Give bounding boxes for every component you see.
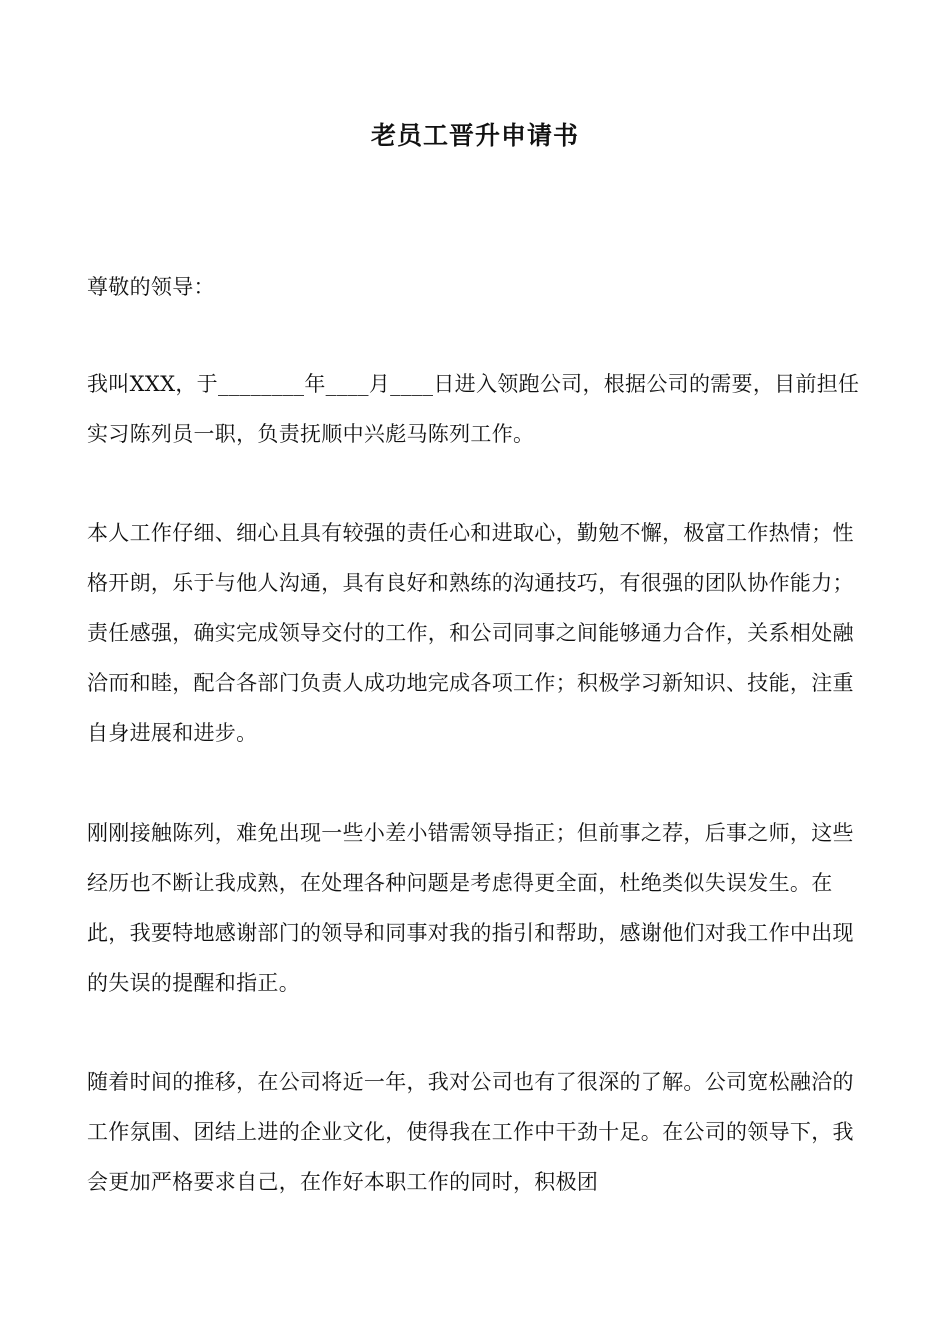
paragraph-3: 刚刚接触陈列，难免出现一些小差小错需领导指正；但前事之荐，后事之师，这些经历也不断让我成熟，在处理各种问题是考虑得更全面，杜绝类似失误发生。在此，我要特地感谢部门的领导和同事对我的指引和帮助，感谢他们对我工作中出现的失误的提醒和指正。 [87, 821, 854, 995]
greeting: 尊敬的领导： [87, 275, 215, 299]
paragraph-2: 本人工作仔细、细心且具有较强的责任心和进取心，勤勉不懈，极富工作热情；性格开朗，乐于与他人沟通，具有良好和熟练的沟通技巧，有很强的团队协作能力；责任感强，确实完成领导交付的工作，和公司同事之间能够通力合作，关系相处融洽而和睦，配合各部门负责人成功地完成各项工作；积极学习新知识、技能，注重自身进展和进步。 [87, 521, 854, 745]
document-title: 老员工晋升申请书 [370, 121, 579, 150]
paragraph-1: 我叫XXX，于________年____月____日进入领跑公司，根据公司的需要，目前担任实习陈列员一职，负责抚顺中兴彪马陈列工作。 [87, 372, 860, 446]
paragraph-4: 随着时间的推移，在公司将近一年，我对公司也有了很深的了解。公司宽松融洽的工作氛围、团结上进的企业文化，使得我在工作中干劲十足。在公司的领导下，我会更加严格要求自己，在作好本职工作的同时，积极团 [87, 1070, 854, 1194]
